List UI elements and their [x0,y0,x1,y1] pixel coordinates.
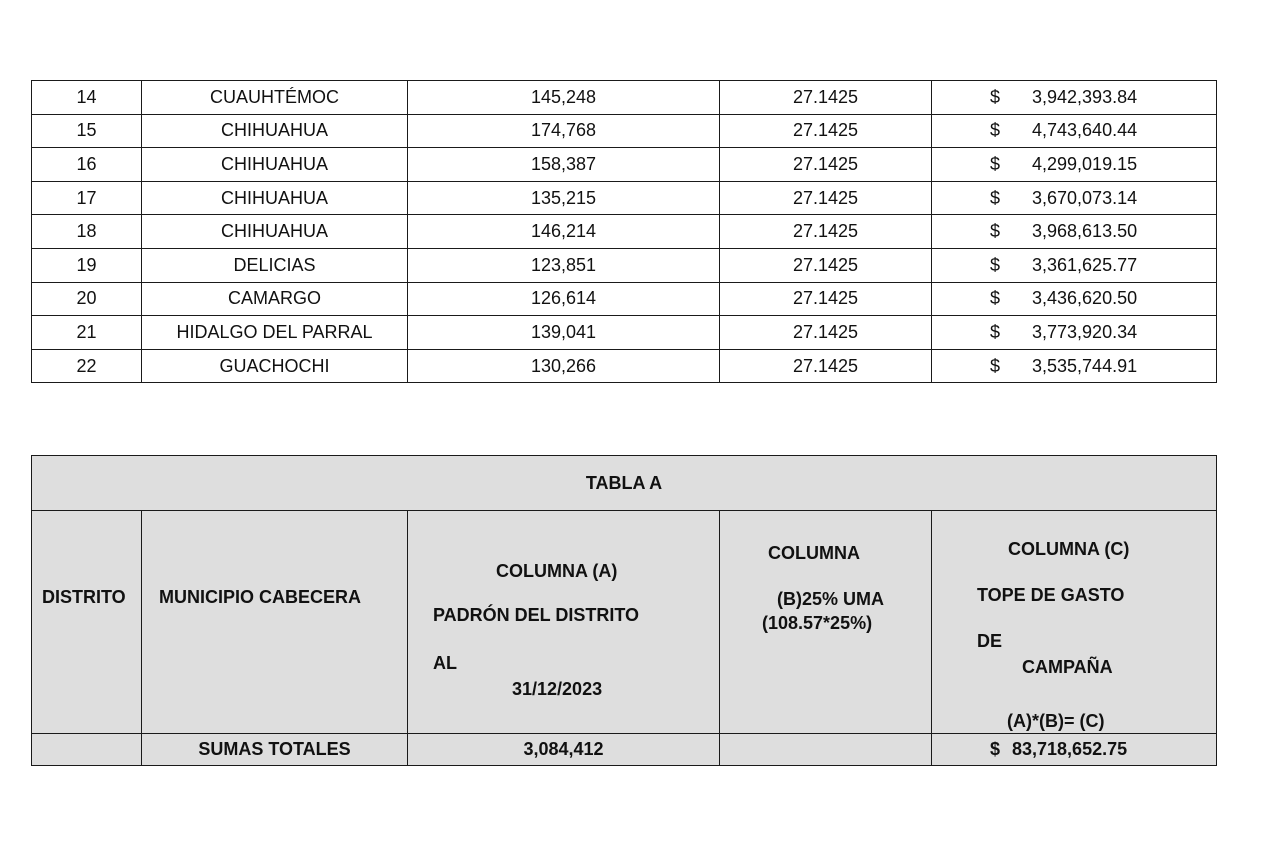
currency-symbol: $ [990,288,1001,309]
amount: 3,361,625.77 [1032,254,1138,275]
municipality-cell: CUAUHTÉMOC [142,81,408,115]
currency-symbol: $ [990,86,1001,107]
padron-cell: 158,387 [408,148,720,182]
municipality-cell: CHIHUAHUA [142,148,408,182]
totals-money [932,734,1216,765]
uma-cell: 27.1425 [720,114,932,148]
municipality-cell: DELICIAS [142,248,408,282]
district-cell: 22 [32,349,142,383]
currency-symbol: $ [990,254,1001,275]
district-cell: 16 [32,148,142,182]
districts-table [31,80,1217,383]
padron-cell: 174,768 [408,114,720,148]
amount: 3,535,744.91 [1032,355,1138,376]
money-value [932,87,1216,108]
amount: 3,968,613.50 [1032,221,1138,242]
summary-table [31,455,1217,766]
uma-cell: 27.1425 [720,316,932,350]
table-row [32,349,1217,383]
money-value [932,255,1216,276]
tope-cell [932,215,1217,249]
currency-symbol: $ [990,355,1001,376]
amount: 3,773,920.34 [1032,321,1138,342]
tope-cell [932,81,1217,115]
table-row [32,215,1217,249]
amount: 3,942,393.84 [1032,86,1138,107]
money-value [932,154,1216,175]
tope-cell [932,248,1217,282]
totals-empty-1 [32,734,142,766]
header-column-a: COLUMNA (A) PADRÓN DEL DISTRITO AL 31/12/2023 [408,511,720,734]
table-row [32,81,1217,115]
municipality-cell: GUACHOCHI [142,349,408,383]
tope-cell [932,349,1217,383]
money-value [932,322,1216,343]
tope-cell [932,316,1217,350]
amount: 3,670,073.14 [1032,187,1138,208]
padron-cell: 130,266 [408,349,720,383]
district-cell: 19 [32,248,142,282]
header-municipio: MUNICIPIO CABECERA [142,511,408,734]
tope-cell [932,181,1217,215]
municipality-cell: CAMARGO [142,282,408,316]
uma-cell: 27.1425 [720,248,932,282]
uma-cell: 27.1425 [720,181,932,215]
municipality-cell: CHIHUAHUA [142,114,408,148]
uma-cell: 27.1425 [720,349,932,383]
tope-cell [932,114,1217,148]
table-title: TABLA A [32,456,1217,511]
money-value [932,120,1216,141]
header-column-c: COLUMNA (C) TOPE DE GASTO DE CAMPAÑA (A)*(B)= (C) [932,511,1217,734]
money-value [932,188,1216,209]
district-cell: 21 [32,316,142,350]
table-row [32,148,1217,182]
padron-cell: 135,215 [408,181,720,215]
currency-symbol: $ [990,153,1001,174]
padron-cell: 139,041 [408,316,720,350]
currency-symbol: $ [990,321,1001,342]
currency-symbol: $ [990,120,1001,141]
money-value [932,221,1216,242]
totals-padron: 3,084,412 [408,734,720,766]
padron-cell: 123,851 [408,248,720,282]
district-cell: 14 [32,81,142,115]
amount: 3,436,620.50 [1032,288,1138,309]
municipality-cell: HIDALGO DEL PARRAL [142,316,408,350]
uma-cell: 27.1425 [720,148,932,182]
totals-label: SUMAS TOTALES [142,734,408,766]
uma-cell: 27.1425 [720,215,932,249]
tope-cell [932,148,1217,182]
amount: 4,299,019.15 [1032,153,1138,174]
totals-amount: 83,718,652.75 [1012,739,1128,759]
district-cell: 20 [32,282,142,316]
table-row [32,248,1217,282]
header-distrito: DISTRITO [32,511,142,734]
padron-cell: 145,248 [408,81,720,115]
municipality-cell: CHIHUAHUA [142,181,408,215]
header-column-b: COLUMNA (B)25% UMA (108.57*25%) [720,511,932,734]
amount: 4,743,640.44 [1032,120,1138,141]
table-row [32,114,1217,148]
district-cell: 17 [32,181,142,215]
uma-cell: 27.1425 [720,81,932,115]
currency-symbol: $ [990,221,1001,242]
table-row [32,316,1217,350]
currency-symbol: $ [990,187,1001,208]
table-row [32,181,1217,215]
municipality-cell: CHIHUAHUA [142,215,408,249]
totals-empty-2 [720,734,932,766]
padron-cell: 146,214 [408,215,720,249]
totals-currency: $ [990,739,1001,759]
district-cell: 15 [32,114,142,148]
padron-cell: 126,614 [408,282,720,316]
money-value [932,288,1216,309]
tope-cell [932,282,1217,316]
table-row [32,282,1217,316]
uma-cell: 27.1425 [720,282,932,316]
district-cell: 18 [32,215,142,249]
money-value [932,356,1216,377]
totals-tope [932,734,1217,766]
